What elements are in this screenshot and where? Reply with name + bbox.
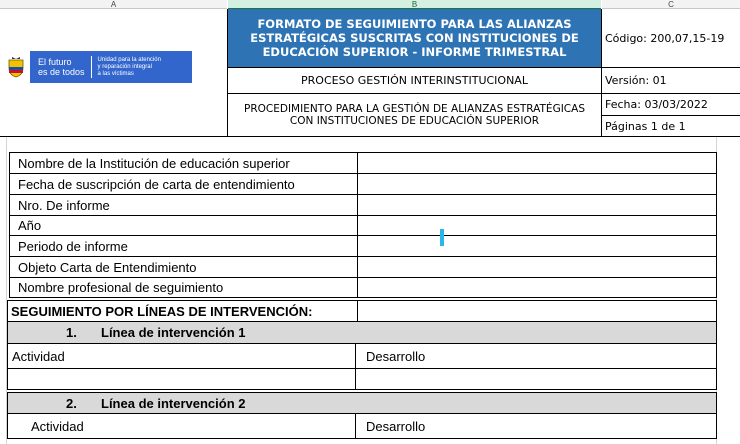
header-border bbox=[227, 9, 228, 136]
info-value-cell[interactable] bbox=[358, 174, 716, 194]
activity-label-1: Actividad bbox=[12, 348, 65, 364]
intervention-line-2-number: 2. bbox=[66, 396, 77, 411]
logo-main-line2: es de todos bbox=[38, 67, 85, 77]
section-heading-row bbox=[7, 300, 717, 322]
development-label-1: Desarrollo bbox=[366, 348, 426, 364]
info-value-cell[interactable] bbox=[358, 278, 716, 297]
intervention-line-1-header bbox=[7, 322, 717, 344]
development-label-2: Desarrollo bbox=[366, 418, 426, 434]
info-value-cell[interactable] bbox=[358, 236, 716, 256]
info-value-cell[interactable] bbox=[358, 257, 716, 277]
intervention-line-2-title: Línea de intervención 2 bbox=[101, 396, 246, 411]
info-row-label: Periodo de informe bbox=[18, 238, 128, 254]
section-heading: SEGUIMIENTO POR LÍNEAS DE INTERVENCIÓN: bbox=[11, 303, 313, 319]
intervention-line-1-title: Línea de intervención 1 bbox=[101, 325, 246, 340]
info-row-label: Nombre profesional de seguimiento bbox=[18, 280, 224, 295]
info-table bbox=[9, 152, 717, 298]
info-row-label: Año bbox=[18, 218, 42, 233]
form-title: FORMATO DE SEGUIMIENTO PARA LAS ALIANZAS ESTRATÉGICAS SUSCRITAS CON INSTITUCIONES DE EDUCACIÓN SUPERIOR - INFORME TRIMESTRAL bbox=[228, 9, 601, 67]
header-border bbox=[601, 9, 602, 136]
logo-sub-line3: a las víctimas bbox=[97, 70, 134, 77]
activity-cell[interactable] bbox=[8, 369, 354, 389]
column-header-c[interactable]: C bbox=[602, 0, 740, 9]
info-value-cell[interactable] bbox=[358, 216, 716, 235]
info-row-label: Fecha de suscripción de carta de entendimiento bbox=[18, 176, 295, 192]
activity-header-row-1 bbox=[7, 344, 717, 369]
header-border bbox=[602, 115, 740, 116]
procedure-name: PROCEDIMIENTO PARA LA GESTIÓN DE ALIANZAS ESTRATÉGICAS CON INSTITUCIONES DE EDUCACIÓN SUPERIOR bbox=[244, 102, 585, 127]
process-name: PROCESO GESTIÓN INTERINSTITUCIONAL bbox=[301, 74, 528, 87]
info-row-label: Nro. De informe bbox=[18, 197, 110, 213]
info-row-label: Nombre de la Institución de educación superior bbox=[18, 155, 290, 171]
column-header-b[interactable]: B bbox=[228, 0, 601, 9]
section-divider bbox=[357, 301, 358, 321]
logo-sub-line2: y reparación integral bbox=[97, 63, 152, 70]
info-value-cell[interactable] bbox=[358, 153, 716, 173]
intervention-line-1-number: 1. bbox=[66, 325, 77, 340]
info-value-cell[interactable] bbox=[358, 195, 716, 215]
logo-sub-line1: Unidad para la atención bbox=[97, 56, 161, 63]
header-border bbox=[228, 67, 740, 68]
document-date: Fecha: 03/03/2022 bbox=[605, 98, 708, 111]
column-header-a[interactable]: A bbox=[0, 0, 227, 9]
development-cell[interactable] bbox=[356, 369, 716, 389]
cursor-indicator bbox=[440, 229, 444, 246]
logo-main-line1: El futuro bbox=[38, 57, 72, 67]
activity-input-row-1[interactable] bbox=[7, 369, 717, 390]
logo bbox=[2, 51, 192, 83]
document-pages: Páginas 1 de 1 bbox=[605, 119, 686, 133]
info-row-label: Objeto Carta de Entendimiento bbox=[18, 259, 197, 275]
document-code: Código: 200,07,15-19 bbox=[605, 31, 725, 45]
header-border bbox=[228, 93, 740, 94]
intervention-line-2-header bbox=[7, 392, 717, 414]
coat-of-arms-icon bbox=[2, 51, 30, 83]
activity-header-row-2 bbox=[7, 414, 717, 439]
document-version: Versión: 01 bbox=[605, 74, 667, 87]
header-border bbox=[0, 136, 740, 137]
activity-label-2: Actividad bbox=[31, 418, 84, 434]
